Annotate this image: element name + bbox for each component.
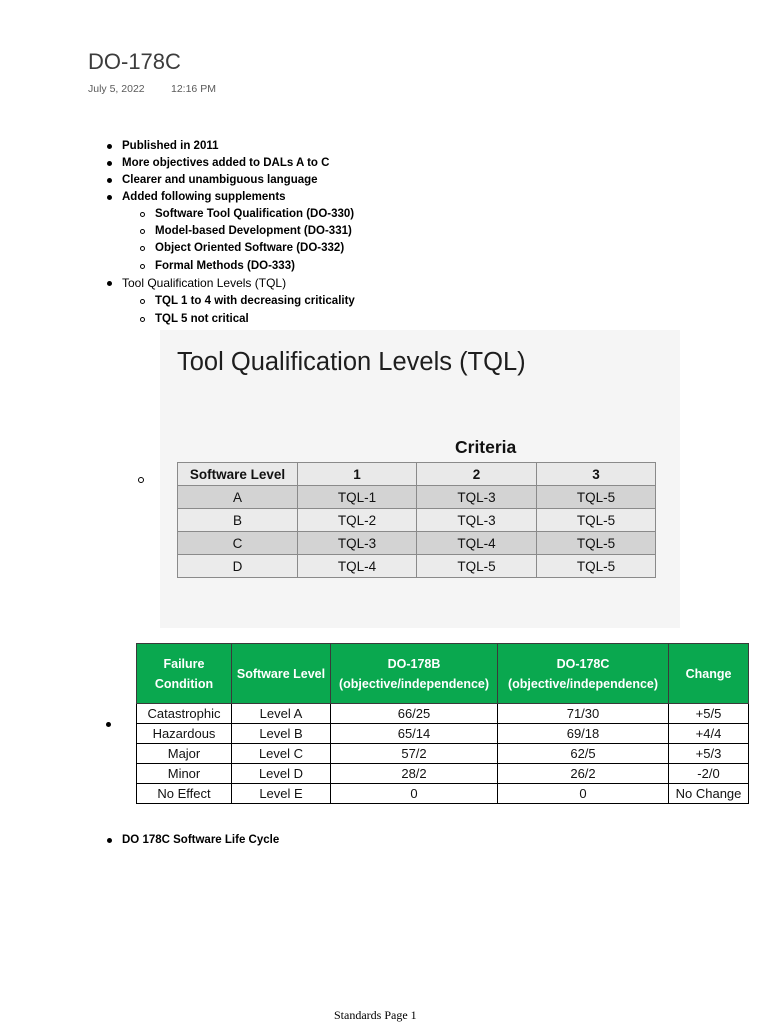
- dal-cell: Level C: [232, 744, 331, 764]
- tql-figure: [160, 330, 680, 628]
- tql-row: [178, 555, 656, 578]
- tql-cell: TQL-5: [537, 509, 656, 532]
- tql-row: [178, 509, 656, 532]
- sub-note-item: [0, 240, 600, 257]
- dal-row: [137, 784, 749, 804]
- note-item: [0, 172, 600, 189]
- tql-row: [178, 532, 656, 555]
- dal-cell: +5/5: [669, 704, 749, 724]
- bullet-icon: [107, 144, 112, 149]
- dal-header-line: Change: [685, 666, 732, 681]
- sub-bullet-icon: [140, 299, 145, 304]
- tql-header-cell: 2: [417, 463, 537, 486]
- tql-cell: TQL-3: [298, 532, 417, 555]
- bullet-icon: [107, 838, 112, 843]
- tql-cell: D: [178, 555, 298, 578]
- dal-header-cell: [669, 644, 749, 704]
- tql-header-cell: Software Level: [178, 463, 298, 486]
- dal-cell: No Effect: [137, 784, 232, 804]
- note-text: Tool Qualification Levels (TQL): [122, 275, 287, 290]
- tql-row: [178, 486, 656, 509]
- dal-cell: Level A: [232, 704, 331, 724]
- tql-cell: C: [178, 532, 298, 555]
- dal-cell: Level D: [232, 764, 331, 784]
- sub-note-text: TQL 5 not critical: [155, 312, 249, 325]
- dal-cell: 65/14: [331, 724, 498, 744]
- tql-cell: TQL-5: [417, 555, 537, 578]
- dal-cell: +5/3: [669, 744, 749, 764]
- dal-cell: Major: [137, 744, 232, 764]
- dal-cell: 62/5: [498, 744, 669, 764]
- dal-cell: +4/4: [669, 724, 749, 744]
- sub-bullet-icon: [140, 212, 145, 217]
- dal-cell: 71/30: [498, 704, 669, 724]
- page-time: 12:16 PM: [171, 83, 216, 95]
- sub-bullet-icon: [140, 246, 145, 251]
- sub-bullet-icon: [138, 477, 144, 483]
- dal-cell: 0: [331, 784, 498, 804]
- dal-cell: 69/18: [498, 724, 669, 744]
- note-text: Clearer and unambiguous language: [122, 173, 318, 186]
- dal-header-row: [137, 644, 749, 704]
- sub-note-item: [0, 293, 600, 310]
- bullet-icon: [107, 195, 112, 200]
- tql-cell: TQL-5: [537, 555, 656, 578]
- dal-cell: 28/2: [331, 764, 498, 784]
- sub-bullet-icon: [140, 264, 145, 269]
- dal-cell: Hazardous: [137, 724, 232, 744]
- sub-bullet-icon: [140, 317, 145, 322]
- dal-header-cell: [331, 644, 498, 704]
- tql-table: [177, 462, 656, 578]
- dal-header-line: DO-178B: [387, 656, 441, 671]
- dal-cell: Minor: [137, 764, 232, 784]
- note-item: [0, 189, 600, 206]
- sub-note-text: TQL 1 to 4 with decreasing criticality: [155, 294, 355, 307]
- tql-header-cell: 3: [537, 463, 656, 486]
- note-item: [0, 138, 600, 155]
- sub-note-item: [0, 311, 600, 328]
- tql-cell: TQL-2: [298, 509, 417, 532]
- tql-cell: A: [178, 486, 298, 509]
- dal-header-line: (objective/independence): [507, 676, 659, 691]
- sub-note-text: Object Oriented Software (DO-332): [155, 241, 345, 254]
- tql-cell: TQL-4: [417, 532, 537, 555]
- note-text: DO 178C Software Life Cycle: [122, 833, 280, 846]
- dal-cell: 26/2: [498, 764, 669, 784]
- note-text: Published in 2011: [122, 139, 219, 152]
- sub-note-text: Model-based Development (DO-331): [155, 224, 352, 237]
- sub-note-text: Software Tool Qualification (DO-330): [155, 207, 355, 220]
- dal-header-cell: [137, 644, 232, 704]
- page-title: DO-178C: [88, 49, 181, 74]
- note-text: Added following supplements: [122, 190, 286, 203]
- dal-row: [137, 744, 749, 764]
- tql-cell: TQL-5: [537, 486, 656, 509]
- dal-row: [137, 764, 749, 784]
- sub-note-text: Formal Methods (DO-333): [155, 259, 295, 272]
- dal-header-line: DO-178C: [556, 656, 610, 671]
- dal-header-cell: [232, 644, 331, 704]
- dal-cell: Level B: [232, 724, 331, 744]
- tql-header-row: [178, 463, 656, 486]
- note-item: [0, 832, 600, 849]
- sub-note-item: [0, 206, 600, 223]
- tql-cell: TQL-4: [298, 555, 417, 578]
- tql-cell: TQL-3: [417, 509, 537, 532]
- sub-bullet-icon: [140, 229, 145, 234]
- dal-cell: Catastrophic: [137, 704, 232, 724]
- dal-cell: No Change: [669, 784, 749, 804]
- sub-note-item: [0, 223, 600, 240]
- dal-row: [137, 724, 749, 744]
- dal-cell: Level E: [232, 784, 331, 804]
- tql-header-cell: 1: [298, 463, 417, 486]
- note-item: [0, 275, 600, 292]
- dal-row: [137, 704, 749, 724]
- tql-figure-title: Tool Qualification Levels (TQL): [177, 348, 526, 376]
- bullet-icon: [107, 281, 112, 286]
- page-footer: Standards Page 1: [334, 1008, 417, 1022]
- tql-cell: TQL-5: [537, 532, 656, 555]
- dal-cell: 0: [498, 784, 669, 804]
- note-item: [0, 155, 600, 172]
- bullet-icon: [107, 178, 112, 183]
- bullet-icon: [106, 722, 111, 727]
- dal-cell: 66/25: [331, 704, 498, 724]
- dal-header-line: Condition: [154, 676, 214, 691]
- sub-note-item: [0, 258, 600, 275]
- dal-header-line: (objective/independence): [338, 676, 490, 691]
- page-date: July 5, 2022: [88, 83, 145, 95]
- tql-cell: TQL-1: [298, 486, 417, 509]
- dal-header-cell: [498, 644, 669, 704]
- note-text: More objectives added to DALs A to C: [122, 156, 330, 169]
- dal-header-line: Failure: [163, 656, 205, 671]
- dal-cell: 57/2: [331, 744, 498, 764]
- bullet-icon: [107, 161, 112, 166]
- dal-cell: -2/0: [669, 764, 749, 784]
- tql-criteria-label: Criteria: [455, 437, 517, 457]
- dal-table: [136, 643, 749, 804]
- tql-cell: B: [178, 509, 298, 532]
- tql-cell: TQL-3: [417, 486, 537, 509]
- dal-header-line: Software Level: [236, 666, 326, 681]
